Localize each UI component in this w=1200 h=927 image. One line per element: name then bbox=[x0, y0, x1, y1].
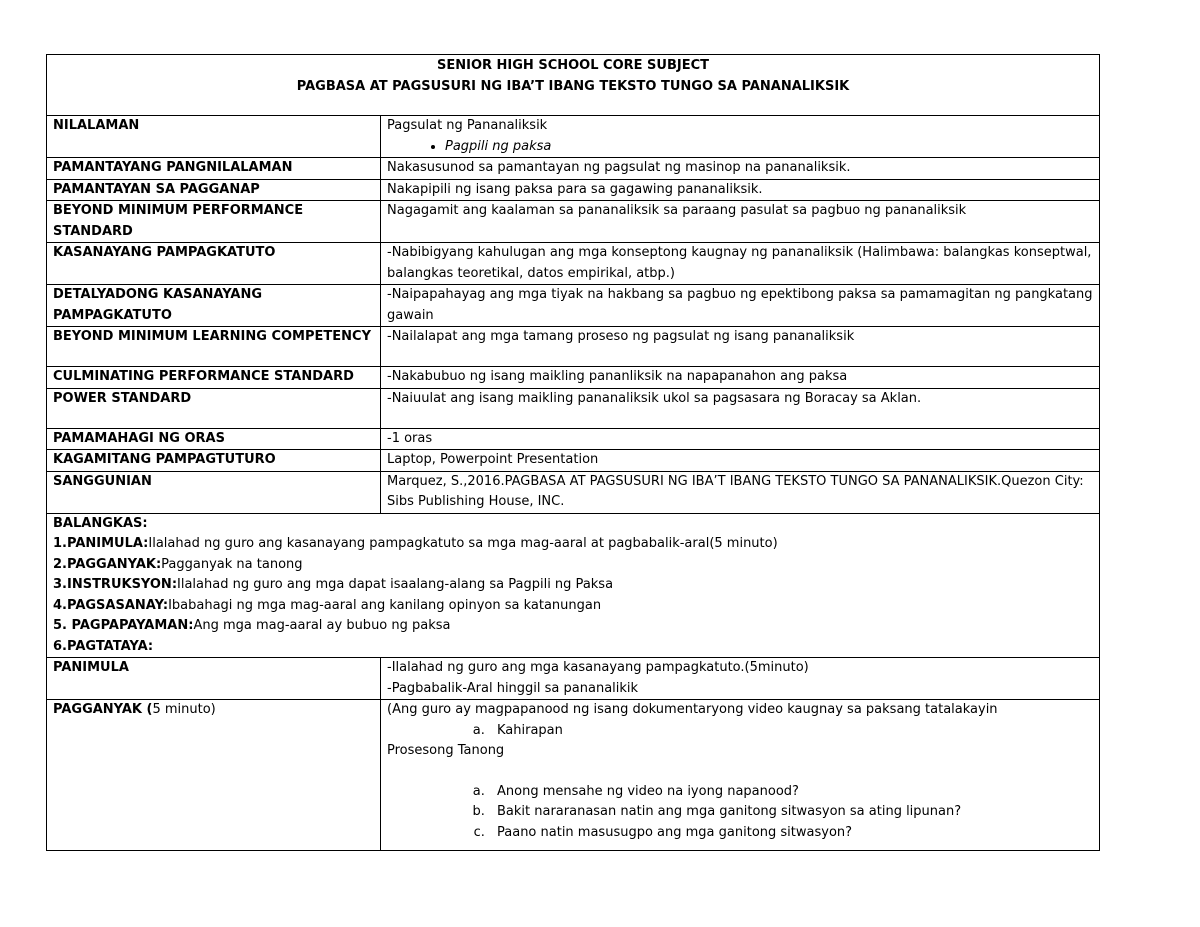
row-power bbox=[47, 388, 1100, 428]
row-label: POWER STANDARD bbox=[47, 388, 381, 428]
row-value: -Naipapahayag ang mga tiyak na hakbang sa pagbuo ng epektibong paksa sa pamamagitan ng pangkatang gawain bbox=[381, 285, 1100, 327]
panimula-line-2: -Pagbabalik-Aral hinggil sa pananalikik bbox=[387, 680, 639, 696]
item-label: 2.PAGGANYAK: bbox=[53, 556, 162, 572]
row-label: PAMANTAYAN SA PAGGANAP bbox=[47, 179, 381, 201]
row-value: -1 oras bbox=[381, 428, 1100, 450]
row-kasanayang bbox=[47, 243, 1100, 285]
title-line-2: PAGBASA AT PAGSUSURI NG IBA’T IBANG TEKSTO TUNGO SA PANANALIKSIK bbox=[296, 79, 850, 94]
title-line-1: SENIOR HIGH SCHOOL CORE SUBJECT bbox=[437, 58, 709, 73]
list-item: b. Bakit nararanasan natin ang mga ganitong sitwasyon sa ating lipunan? bbox=[489, 802, 1093, 823]
row-label: PANIMULA bbox=[47, 658, 381, 700]
row-sanggunian bbox=[47, 471, 1100, 513]
row-label bbox=[47, 700, 381, 851]
row-value bbox=[381, 658, 1100, 700]
nilalaman-bullets bbox=[387, 137, 1093, 158]
item-label: 6.PAGTATAYA: bbox=[53, 638, 154, 654]
pagganyak-label-bold: PAGGANYAK ( bbox=[53, 702, 153, 717]
row-balangkas bbox=[47, 513, 1100, 658]
lesson-plan-table bbox=[46, 54, 1100, 851]
pagganyak-label-rest: 5 minuto) bbox=[152, 702, 216, 717]
row-panimula bbox=[47, 658, 1100, 700]
row-pangnilalaman bbox=[47, 158, 1100, 180]
item-label: 5. PAGPAPAYAMAN: bbox=[53, 618, 194, 633]
row-value: Nagagamit ang kaalaman sa pananaliksik sa paraang pasulat sa pagbuo ng pananaliksik bbox=[381, 201, 1100, 243]
list-item: c. Paano natin masusugpo ang mga ganitong sitwasyon? bbox=[489, 823, 1093, 844]
row-oras bbox=[47, 428, 1100, 450]
row-value bbox=[381, 116, 1100, 158]
row-value: -Naiuulat ang isang maikling pananaliksik ukol sa pagsasara ng Boracay sa Aklan. bbox=[381, 388, 1100, 428]
blank-line bbox=[387, 762, 1093, 782]
item-label: 3.INSTRUKSYON: bbox=[53, 577, 178, 592]
row-value: Laptop, Powerpoint Presentation bbox=[381, 450, 1100, 472]
item-text: Ang mga mag-aaral ay bubuo ng paksa bbox=[193, 618, 451, 633]
row-nilalaman bbox=[47, 116, 1100, 158]
balangkas-heading-text: BALANGKAS: bbox=[53, 515, 148, 531]
list-item: a. Anong mensahe ng video na iyong napanood? bbox=[489, 782, 1093, 803]
row-value: -Nakabubuo ng isang maikling pananliksik na napapanahon ang paksa bbox=[381, 367, 1100, 389]
balangkas-heading bbox=[53, 514, 1093, 535]
balangkas-item-1 bbox=[53, 534, 1093, 555]
document-title bbox=[47, 55, 1100, 116]
row-beyond-performance bbox=[47, 201, 1100, 243]
row-kagamitan bbox=[47, 450, 1100, 472]
row-label: SANGGUNIAN bbox=[47, 471, 381, 513]
item-text: Ilalahad ng guro ang kasanayang pampagkatuto sa mga mag-aaral at pagbabalik-aral(5 minuto) bbox=[148, 536, 778, 551]
row-pagganap bbox=[47, 179, 1100, 201]
row-value: -Nailalapat ang mga tamang proseso ng pagsulat ng isang pananaliksik bbox=[381, 327, 1100, 367]
row-label: BEYOND MINIMUM LEARNING COMPETENCY bbox=[47, 327, 381, 367]
item-text: Pagganyak na tanong bbox=[161, 556, 303, 572]
proseso-label: Prosesong Tanong bbox=[387, 743, 505, 758]
row-pagganyak bbox=[47, 700, 1100, 851]
item-text: Ilalahad ng guro ang mga dapat isaalang-alang sa Pagpili ng Paksa bbox=[177, 577, 614, 592]
list-item: • Pagpili ng paksa bbox=[445, 137, 1093, 158]
header-row bbox=[47, 55, 1100, 116]
balangkas-item-4 bbox=[53, 596, 1093, 617]
panimula-line-1: -Ilalahad ng guro ang mga kasanayang pampagkatuto.(5minuto) bbox=[387, 660, 809, 675]
pagganyak-intro: (Ang guro ay magpapanood ng isang dokumentaryong video kaugnay sa paksang tatalakayin bbox=[387, 702, 998, 717]
row-label: KAGAMITANG PAMPAGTUTURO bbox=[47, 450, 381, 472]
balangkas-item-5 bbox=[53, 616, 1093, 637]
row-beyond-learning bbox=[47, 327, 1100, 367]
proseso-questions bbox=[387, 782, 1093, 844]
row-label: PAMANTAYANG PANGNILALAMAN bbox=[47, 158, 381, 180]
balangkas-item-3 bbox=[53, 575, 1093, 596]
row-label: DETALYADONG KASANAYANG PAMPAGKATUTO bbox=[47, 285, 381, 327]
row-label: BEYOND MINIMUM PERFORMANCE STANDARD bbox=[47, 201, 381, 243]
row-label: NILALAMAN bbox=[47, 116, 381, 158]
balangkas-item-6 bbox=[53, 637, 1093, 658]
row-value: Nakasusunod sa pamantayan ng pagsulat ng masinop na pananaliksik. bbox=[381, 158, 1100, 180]
item-label: 4.PAGSASANAY: bbox=[53, 597, 169, 613]
balangkas-item-2 bbox=[53, 555, 1093, 576]
balangkas-section bbox=[47, 513, 1100, 658]
row-value: Marquez, S.,2016.PAGBASA AT PAGSUSURI NG IBA’T IBANG TEKSTO TUNGO SA PANANALIKSIK.Quezon City: Sibs Publishing House, INC. bbox=[381, 471, 1100, 513]
row-value: Nakapipili ng isang paksa para sa gagawing pananaliksik. bbox=[381, 179, 1100, 201]
row-value: -Nabibigyang kahulugan ang mga konseptong kaugnay ng pananaliksik (Halimbawa: balangkas konseptwal, balangkas teoretikal, datos empirikal, atbp.) bbox=[381, 243, 1100, 285]
item-text: Ibabahagi ng mga mag-aaral ang kanilang opinyon sa katanungan bbox=[168, 597, 602, 613]
pagganyak-sub-list bbox=[387, 721, 1093, 742]
row-detalyadong bbox=[47, 285, 1100, 327]
row-culminating bbox=[47, 367, 1100, 389]
row-label: PAMAMAHAGI NG ORAS bbox=[47, 428, 381, 450]
row-label: CULMINATING PERFORMANCE STANDARD bbox=[47, 367, 381, 389]
item-label: 1.PANIMULA: bbox=[53, 536, 149, 551]
list-item: a. Kahirapan bbox=[489, 721, 1093, 742]
nilalaman-value: Pagsulat ng Pananaliksik bbox=[387, 118, 548, 133]
row-label: KASANAYANG PAMPAGKATUTO bbox=[47, 243, 381, 285]
row-value bbox=[381, 700, 1100, 851]
